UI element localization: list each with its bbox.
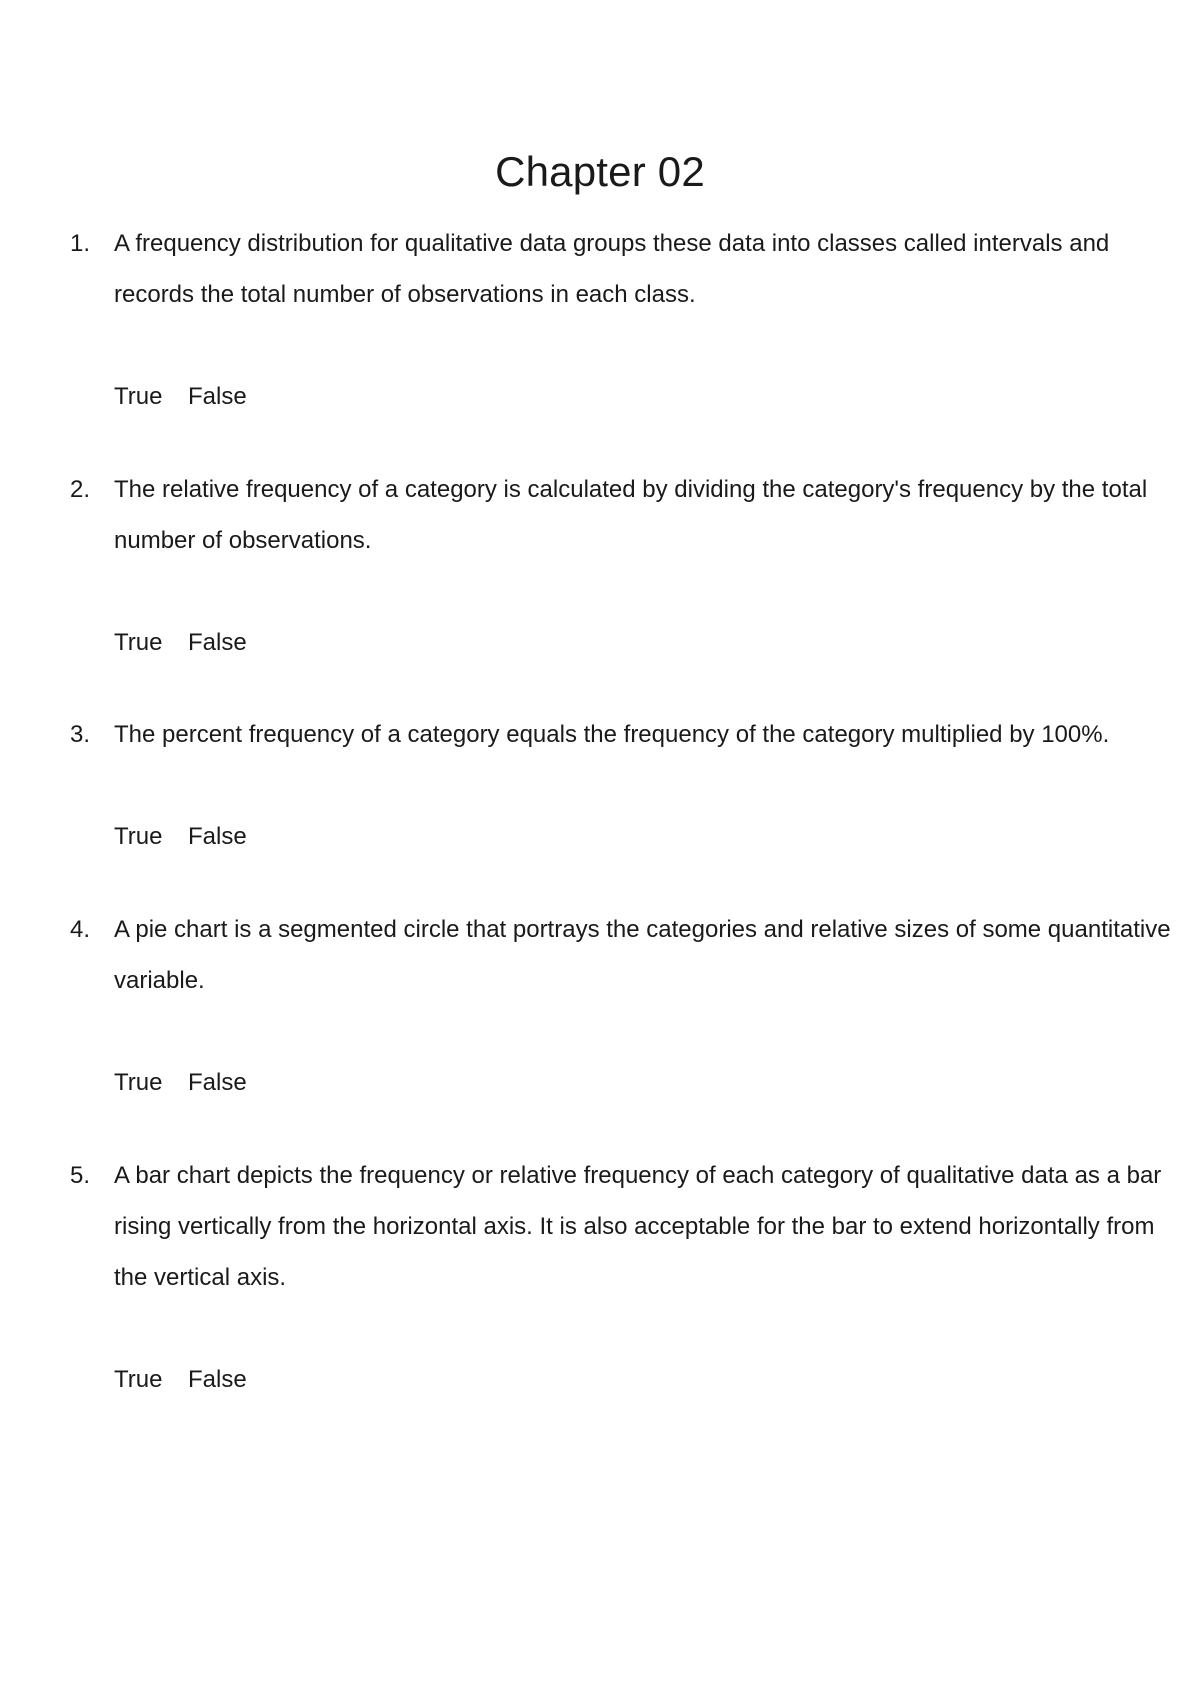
answer-options bbox=[114, 382, 247, 412]
option-true[interactable]: True bbox=[114, 1366, 163, 1393]
question-number: 3. bbox=[70, 721, 91, 748]
option-false[interactable]: False bbox=[188, 383, 247, 410]
answer-options bbox=[114, 628, 247, 658]
answer-options bbox=[114, 822, 247, 852]
question-number: 1. bbox=[70, 230, 91, 257]
option-false[interactable]: False bbox=[188, 1069, 247, 1096]
question-text: The percent frequency of a category equals the frequency of the category multiplied by 100%. bbox=[114, 721, 1110, 748]
option-false[interactable]: False bbox=[188, 629, 247, 656]
question-text: A frequency distribution for qualitative data groups these data into classes called intervals and records the total number of observations in each class. bbox=[114, 230, 1110, 308]
question-text: The relative frequency of a category is calculated by dividing the category's frequency by the total number of observations. bbox=[114, 476, 1148, 554]
option-false[interactable]: False bbox=[188, 1366, 247, 1393]
option-true[interactable]: True bbox=[114, 629, 163, 656]
option-false[interactable]: False bbox=[188, 823, 247, 850]
page-title: Chapter 02 bbox=[495, 148, 705, 195]
option-true[interactable]: True bbox=[114, 823, 163, 850]
question-number: 2. bbox=[70, 476, 91, 503]
option-true[interactable]: True bbox=[114, 1069, 163, 1096]
question-text: A bar chart depicts the frequency or relative frequency of each category of qualitative data as a bar rising vertically from the horizontal axis. It is also acceptable for the bar to extend horizontally from the vertical axis. bbox=[114, 1162, 1162, 1291]
question-number: 4. bbox=[70, 916, 91, 943]
answer-options bbox=[114, 1365, 247, 1395]
option-true[interactable]: True bbox=[114, 383, 163, 410]
question-text: A pie chart is a segmented circle that portrays the categories and relative sizes of some quantitative variable. bbox=[114, 916, 1171, 994]
answer-options bbox=[114, 1068, 247, 1098]
question-number: 5. bbox=[70, 1162, 91, 1189]
